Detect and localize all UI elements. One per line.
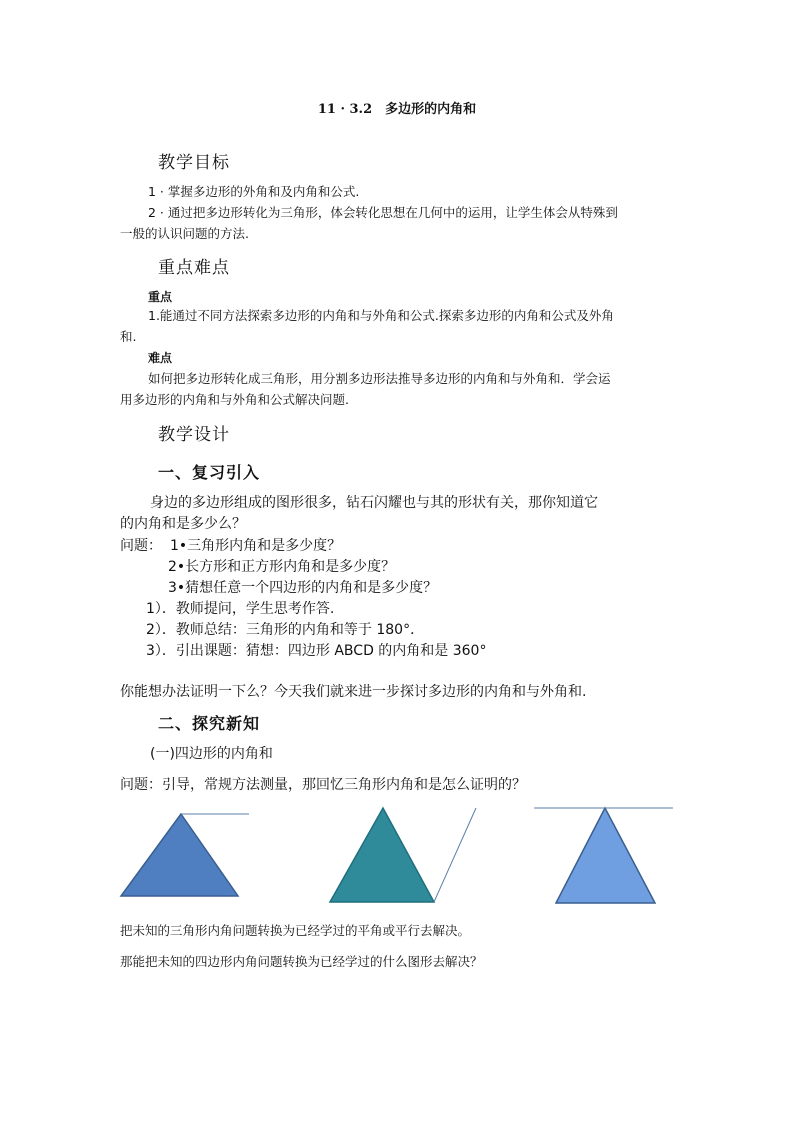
question-1: 1•三角形内角和是多少度？ — [170, 538, 342, 554]
convert-line: 把未知的三角形内角问题转换为已经学过的平角或平行去解决。 — [120, 923, 471, 938]
ask-line: 那能把未知的四边形内角问题转换为已经学过的什么图形去解决？ — [120, 954, 483, 969]
subsection-1: (一)四边形的内角和 — [150, 746, 273, 762]
objective-2-line-1: 2 · 通过把多边形转化为三角形，体会转化思想在几何中的运用，让学生体会从特殊到 — [148, 205, 618, 220]
intro-line-1: 身边的多边形组成的图形很多，钻石闪耀也与其的形状有关，那你知道它 — [150, 495, 598, 511]
triangle-2 — [330, 808, 434, 902]
difficult-line-1: 如何把多边形转化成三角形，用分割多边形法推导多边形的内角和与外角和．学会运 — [148, 371, 611, 386]
design-heading: 教学设计 — [158, 425, 230, 445]
key-line-1: 1.能通过不同方法探索多边形的内角和与外角和公式.探索多边形的内角和公式及外角 — [148, 308, 614, 323]
step-2: 2）．教师总结：三角形的内角和等于 180°． — [146, 622, 425, 638]
objectives-heading: 教学目标 — [158, 153, 230, 173]
key-line-2: 和. — [120, 329, 137, 344]
part2-heading: 二、探究新知 — [158, 714, 261, 733]
part1-heading: 一、复习引入 — [158, 463, 261, 482]
intro-line-2: 的内角和是多少么？ — [120, 516, 246, 532]
triangle-1 — [121, 814, 238, 896]
step-1: 1）．教师提问，学生思考作答. — [146, 601, 335, 617]
question-2: 2•长方形和正方形内角和是多少度？ — [168, 559, 396, 575]
triangle-3 — [556, 808, 655, 903]
difficult-label: 难点 — [148, 351, 173, 365]
objective-2-line-2: 一般的认识问题的方法. — [120, 226, 249, 241]
parallel-line-2 — [434, 808, 476, 902]
difficult-line-2: 用多边形的内角和与外角和公式解决问题. — [120, 392, 349, 407]
step-3: 3）．引出课题：猜想：四边形 ABCD 的内角和是 360° — [146, 643, 487, 659]
question-label: 问题： — [120, 538, 162, 554]
objective-1: 1 · 掌握多边形的外角和及内角和公式. — [148, 184, 360, 199]
guide-line: 问题：引导，常规方法测量，那回忆三角形内角和是怎么证明的？ — [120, 777, 526, 793]
doc-title: 11 · 3.2 多边形的内角和 — [317, 102, 477, 117]
question-3: 3•猜想任意一个四边形的内角和是多少度？ — [168, 580, 438, 596]
key-label: 重点 — [148, 290, 173, 304]
prove-line: 你能想办法证明一下么？今天我们就来进一步探讨多边形的内角和与外角和. — [120, 684, 587, 700]
keypoints-heading: 重点难点 — [158, 258, 230, 278]
